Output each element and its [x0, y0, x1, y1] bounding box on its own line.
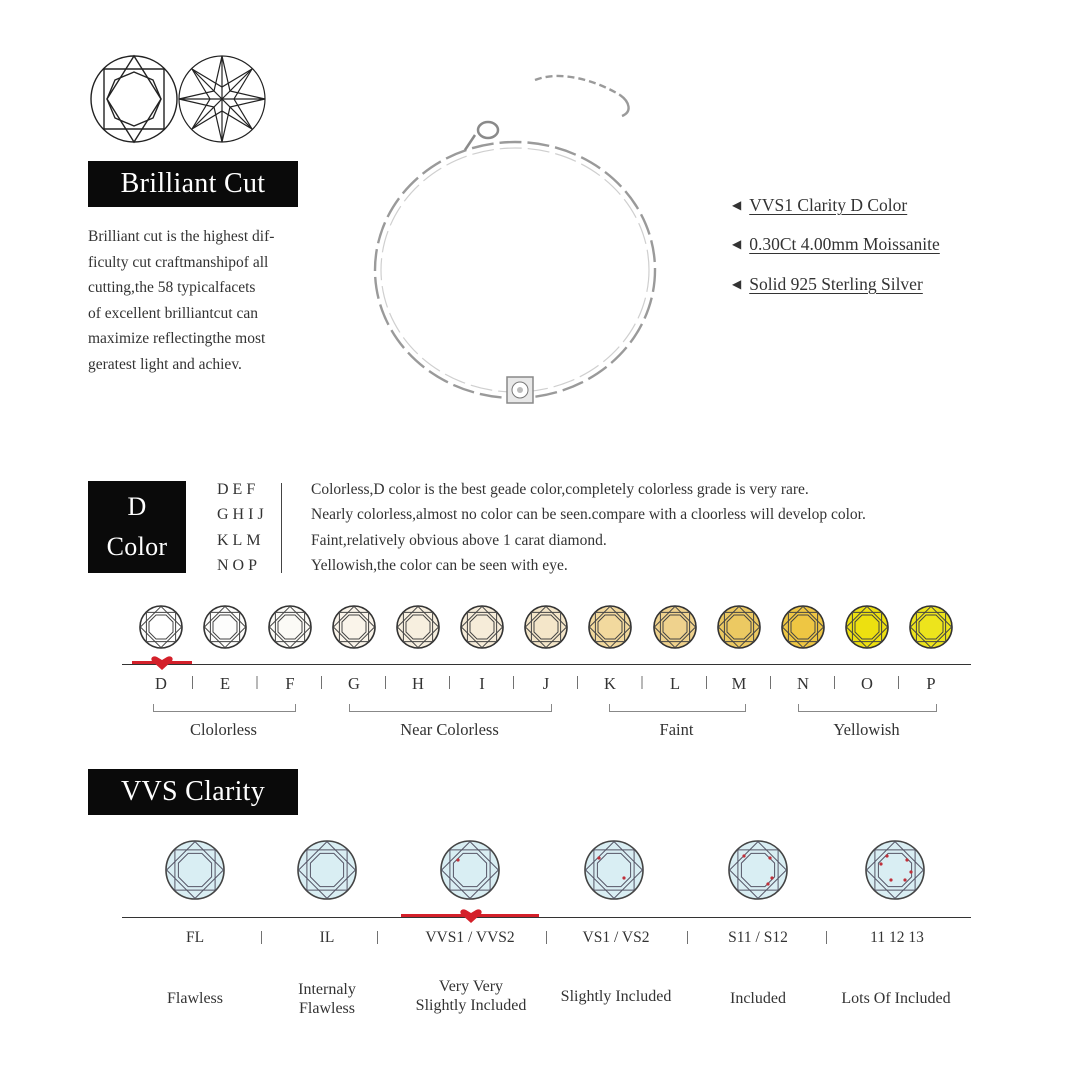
feature-moissanite: [732, 234, 940, 255]
color-letter: P: [926, 674, 936, 693]
color-letter: O: [861, 674, 873, 693]
clarity-stones: [0, 835, 1080, 905]
separator: |: [255, 674, 259, 690]
separator: |: [897, 674, 901, 690]
separator: |: [686, 929, 690, 945]
clarity-label: FL: [185, 929, 205, 946]
bracket: [153, 704, 296, 712]
color-stone: [910, 606, 952, 648]
color-stone: [461, 606, 503, 648]
clarity-name-included: [683, 989, 833, 1008]
color-letter: N: [797, 674, 809, 693]
brilliant-cut-description: [88, 224, 318, 377]
triangle-left-icon: ◀: [732, 277, 742, 291]
color-stone: [525, 606, 567, 648]
inclusion-dot: [770, 876, 773, 879]
separator: |: [705, 674, 709, 690]
color-letter: I: [479, 674, 485, 693]
heart-marker-icon: [460, 909, 482, 923]
feature-silver: [732, 274, 923, 295]
color-stone: [718, 606, 760, 648]
divider: [281, 483, 282, 573]
separator: |: [576, 674, 580, 690]
color-letter: J: [542, 674, 550, 693]
separator: |: [769, 674, 773, 690]
clarity-name-internally-flawless: [252, 980, 402, 1018]
color-letter: K: [604, 674, 616, 693]
color-grade-word: Color: [106, 532, 168, 561]
inclusion-dot: [742, 854, 745, 857]
separator: |: [825, 929, 829, 945]
grade-description: Nearly colorless,almost no color can be seen.compare with a cloorless will develop color.: [311, 506, 866, 523]
inclusion-dot: [885, 854, 888, 857]
color-letter: G: [348, 674, 360, 693]
clarity-name-line: Flawless: [299, 1000, 355, 1017]
grade-description: Faint,relatively obvious above 1 carat diamond.: [311, 532, 607, 549]
grade-description: Yellowish,the color can be seen with eye.: [311, 557, 568, 574]
color-letter: E: [219, 674, 231, 693]
feature-text: 0.30Ct 4.00mm Moissanite: [749, 234, 940, 254]
color-grade-letter: D: [127, 492, 147, 521]
clarity-name-line: Slightly Included: [560, 988, 672, 1005]
clarity-stone: [441, 841, 499, 899]
clarity-stone: [166, 841, 224, 899]
grade-code: KLM: [217, 532, 265, 549]
separator: |: [448, 674, 452, 690]
heart-marker-icon: [151, 656, 173, 670]
separator: |: [384, 674, 388, 690]
clarity-label: S11 / S12: [728, 929, 788, 946]
color-letter: L: [669, 674, 681, 693]
category-faint: Faint: [659, 720, 694, 739]
brilliant-cut-diagrams: [88, 53, 268, 145]
color-stone: [204, 606, 246, 648]
color-stone: [846, 606, 888, 648]
inclusion-dot: [456, 858, 459, 861]
color-stone: [140, 606, 182, 648]
color-grade-label: [88, 481, 186, 573]
feature-clarity-color: [732, 195, 907, 216]
inclusion-dot: [905, 858, 908, 861]
category-yellowish: Yellowish: [833, 720, 900, 739]
color-stone: [397, 606, 439, 648]
bracket: [609, 704, 746, 712]
description-line: maximize reflectingthe most: [88, 330, 266, 347]
bracket: [349, 704, 552, 712]
color-letter: D: [155, 674, 167, 693]
category-near-colorless: Near Colorless: [400, 720, 499, 739]
clarity-name-line: Slightly Included: [415, 997, 527, 1014]
inclusion-dot: [766, 882, 769, 885]
grade-code: NOP: [217, 557, 262, 574]
clarity-name-lots-included: [821, 989, 971, 1008]
clarity-title: VVS Clarity: [88, 769, 298, 815]
clarity-name-line: Very Very: [438, 978, 504, 995]
inclusion-dot: [879, 862, 882, 865]
separator: |: [833, 674, 837, 690]
inclusion-dot: [622, 876, 625, 879]
color-stone: [269, 606, 311, 648]
clarity-label: VS1 / VS2: [582, 929, 650, 946]
clarity-name-line: Flawless: [167, 990, 223, 1007]
clarity-name-vvs: [396, 977, 546, 1015]
separator: |: [512, 674, 516, 690]
clarity-label: VVS1 / VVS2: [425, 929, 515, 946]
triangle-left-icon: ◀: [732, 237, 742, 251]
grade-code: DEF: [217, 481, 260, 498]
clarity-stone: [866, 841, 924, 899]
inclusion-dot: [889, 878, 892, 881]
description-line: of excellent brilliantcut can: [88, 304, 258, 322]
inclusion-dot: [768, 856, 771, 859]
color-stone: [654, 606, 696, 648]
clarity-name-line: Internaly: [298, 981, 356, 998]
clarity-name-vs: [541, 987, 691, 1006]
grade-description: Colorless,D color is the best geade color,completely colorless grade is very rare.: [311, 481, 809, 498]
triangle-left-icon: ◀: [732, 198, 742, 212]
clarity-name-flawless: [120, 989, 270, 1008]
separator: |: [640, 674, 644, 690]
clarity-name-line: Lots Of Included: [841, 990, 951, 1007]
brilliant-cut-title: Brilliant Cut: [88, 161, 298, 207]
inclusion-dot: [597, 856, 600, 859]
color-letter: F: [285, 674, 295, 693]
clarity-label: IL: [319, 929, 335, 946]
color-stone: [589, 606, 631, 648]
pendant-stone: [507, 377, 533, 403]
clarity-label: 11 12 13: [870, 929, 924, 946]
color-letter: M: [731, 674, 747, 693]
bracelet-image: [360, 60, 690, 420]
color-scale-line: [122, 664, 971, 665]
color-letter: H: [412, 674, 424, 693]
separator: |: [191, 674, 195, 690]
separator: |: [320, 674, 324, 690]
inclusion-dot: [909, 870, 912, 873]
separator: |: [545, 929, 549, 945]
separator: |: [376, 929, 380, 945]
description-line: cutting,the 58 typicalfacets: [88, 279, 256, 296]
clarity-stone: [585, 841, 643, 899]
inclusion-dot: [903, 878, 906, 881]
clarity-scale-line: [122, 917, 971, 918]
crown-view-diagram: [91, 56, 177, 142]
pavilion-view-diagram: [179, 56, 265, 142]
separator: |: [260, 929, 264, 945]
clarity-name-line: Included: [730, 990, 786, 1007]
description-line: Brilliant cut is the highest dif-: [88, 228, 275, 245]
feature-text: Solid 925 Sterling Silver: [749, 274, 923, 294]
description-line: geratest light and achiev.: [88, 355, 242, 373]
category-colorless: Clolorless: [190, 720, 257, 739]
description-line: ficulty cut craftmanshipof all: [88, 253, 269, 271]
clarity-stone: [298, 841, 356, 899]
feature-text: VVS1 Clarity D Color: [749, 195, 908, 215]
grade-code: GHIJ: [217, 506, 268, 523]
color-stone: [782, 606, 824, 648]
clarity-stone: [729, 841, 787, 899]
bracket: [798, 704, 937, 712]
color-stone: [333, 606, 375, 648]
